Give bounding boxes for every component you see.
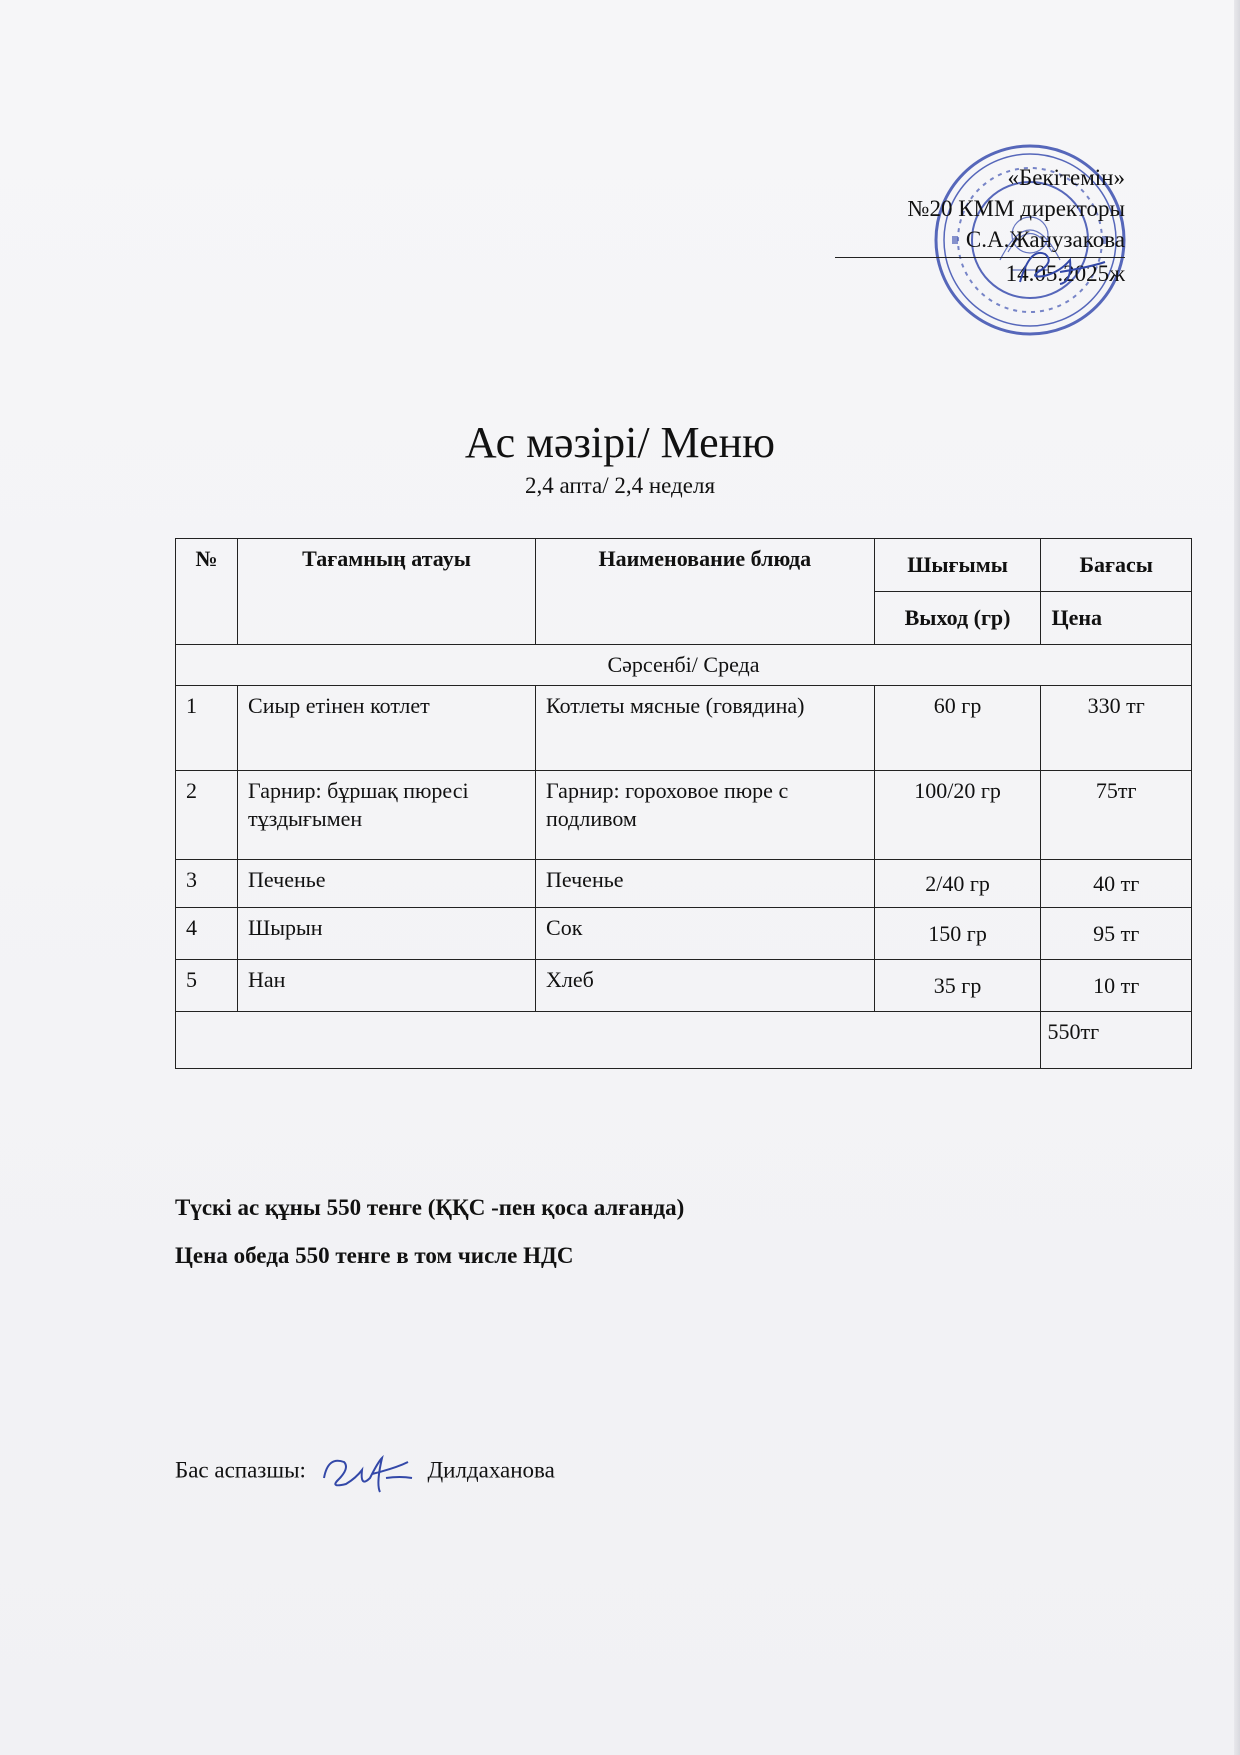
header-price-kz: Бағасы <box>1041 539 1192 592</box>
chef-signature <box>316 1448 416 1496</box>
approval-date: 14.05.2025ж <box>1005 261 1125 286</box>
row-price: 95 тг <box>1041 908 1192 960</box>
header-output-ru: Выход (гр) <box>874 592 1041 645</box>
row-num: 4 <box>176 908 238 960</box>
table-row <box>176 960 1192 1012</box>
header-name-kz: Тағамның атауы <box>238 539 536 645</box>
row-price: 40 тг <box>1041 860 1192 908</box>
table-row <box>176 686 1192 771</box>
approval-position: №20 КММ директоры <box>907 196 1125 221</box>
page-edge <box>1234 0 1240 1755</box>
row-name-ru: Котлеты мясные (говядина) <box>536 686 875 771</box>
row-price: 330 тг <box>1041 686 1192 771</box>
table-row <box>176 908 1192 960</box>
header-num: № <box>176 539 238 645</box>
day-label: Сәрсенбі/ Среда <box>176 645 1192 686</box>
menu-table <box>175 538 1192 1069</box>
row-num: 2 <box>176 771 238 860</box>
row-num: 3 <box>176 860 238 908</box>
row-num: 1 <box>176 686 238 771</box>
header-price-ru: Цена <box>1041 592 1192 645</box>
chef-name: Дилдаханова <box>427 1457 555 1483</box>
row-output: 2/40 гр <box>874 860 1041 908</box>
row-output: 60 гр <box>874 686 1041 771</box>
row-output: 150 гр <box>874 908 1041 960</box>
row-output: 100/20 гр <box>874 771 1041 860</box>
total-empty-cell <box>176 1012 1041 1069</box>
chef-label: Бас аспазшы: <box>175 1457 306 1483</box>
director-signature <box>1000 242 1110 292</box>
row-price: 75тг <box>1041 771 1192 860</box>
page-title: Ас мәзірі/ Меню <box>464 418 776 467</box>
chef-signature-block <box>175 1448 555 1496</box>
row-name-kz: Шырын <box>238 908 536 960</box>
table-row <box>176 860 1192 908</box>
row-name-kz: Гарнир: бұршақ пюресі тұздығымен <box>238 771 536 860</box>
row-price: 10 тг <box>1041 960 1192 1012</box>
page-subtitle: 2,4 апта/ 2,4 неделя <box>524 473 716 498</box>
row-name-kz: Нан <box>238 960 536 1012</box>
day-row <box>176 645 1192 686</box>
total-row <box>176 1012 1192 1069</box>
price-note-ru: Цена обеда 550 тенге в том числе НДС <box>175 1243 574 1268</box>
row-output: 35 гр <box>874 960 1041 1012</box>
row-name-ru: Печенье <box>536 860 875 908</box>
row-name-ru: Хлеб <box>536 960 875 1012</box>
row-name-ru: Гарнир: гороховое пюре с подливом <box>536 771 875 860</box>
approval-title: «Бекітемін» <box>1007 165 1125 190</box>
row-name-kz: Сиыр етінен котлет <box>238 686 536 771</box>
row-name-kz: Печенье <box>238 860 536 908</box>
row-name-ru: Сок <box>536 908 875 960</box>
table-row <box>176 771 1192 860</box>
price-note-kz: Түскі ас құны 550 тенге (ҚҚС -пен қоса алғанда) <box>175 1195 685 1220</box>
total-price: 550тг <box>1041 1012 1192 1069</box>
approval-director-name: С.А.Жанузакова <box>965 227 1125 252</box>
header-output-kz: Шығымы <box>874 539 1041 592</box>
table-header-row <box>176 539 1192 592</box>
header-name-ru: Наименование блюда <box>536 539 875 645</box>
row-num: 5 <box>176 960 238 1012</box>
